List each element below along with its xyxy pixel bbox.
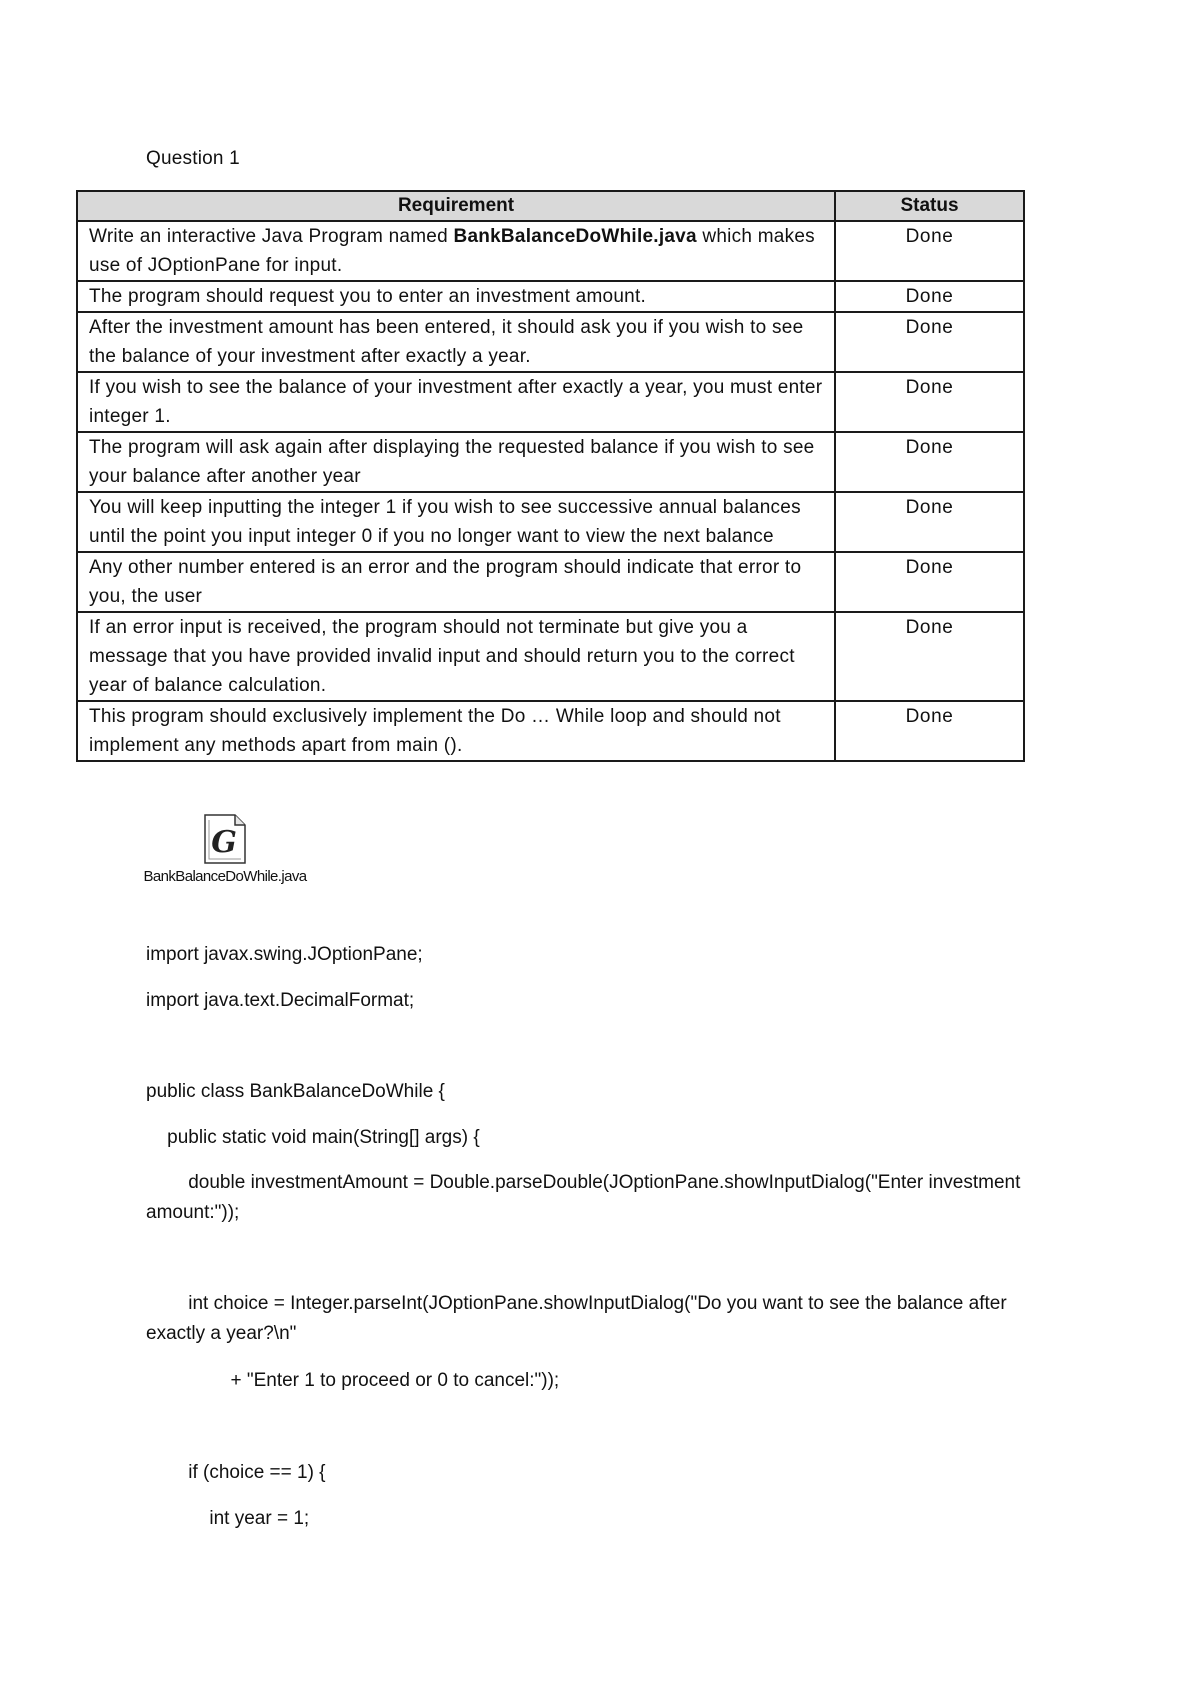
status-cell: Done [835, 701, 1024, 761]
status-cell: Done [835, 372, 1024, 432]
status-cell: Done [835, 492, 1024, 552]
java-file-attachment[interactable] [140, 814, 310, 887]
requirement-text: If an error input is received, the program should not terminate but give you a message that you have provided invalid input and should return you to the correct year of balance calculation. [89, 617, 795, 696]
requirement-text: You will keep inputting the integer 1 if you wish to see successive annual balances until the point you input integer 0 if you no longer want to view the next balance [89, 497, 801, 547]
requirement-header: Requirement [77, 191, 835, 221]
status-header: Status [835, 191, 1024, 221]
requirement-cell [77, 221, 835, 281]
requirement-cell [77, 281, 835, 312]
status-cell: Done [835, 612, 1024, 701]
table-row [77, 432, 1024, 492]
requirement-text: After the investment amount has been entered, it should ask you if you wish to see the balance of your investment after exactly a year. [89, 317, 804, 367]
requirement-text: The program will ask again after displaying the requested balance if you wish to see your balance after another year [89, 437, 815, 487]
table-row [77, 221, 1024, 281]
requirement-cell [77, 552, 835, 612]
requirement-cell [77, 701, 835, 761]
java-file-icon [203, 814, 247, 864]
requirement-cell [77, 432, 835, 492]
requirement-text: If you wish to see the balance of your investment after exactly a year, you must enter integer 1. [89, 377, 823, 427]
status-cell: Done [835, 312, 1024, 372]
requirement-cell [77, 312, 835, 372]
requirement-text: Any other number entered is an error and the program should indicate that error to you, the user [89, 557, 802, 607]
code-line: import java.text.DecimalFormat; [146, 990, 415, 1011]
status-cell: Done [835, 432, 1024, 492]
code-line: int year = 1; [146, 1508, 310, 1529]
status-cell: Done [835, 221, 1024, 281]
requirements-table [76, 190, 1025, 762]
code-line: int choice = Integer.parseInt(JOptionPane.showInputDialog("Do you want to see the balance after exactly a year?\n" [146, 1293, 1012, 1344]
code-line: public static void main(String[] args) { [146, 1127, 480, 1148]
requirements-table-body [77, 221, 1024, 761]
code-line: double investmentAmount = Double.parseDouble(JOptionPane.showInputDialog("Enter investment amount:")); [146, 1172, 1026, 1223]
table-row [77, 552, 1024, 612]
requirement-cell [77, 492, 835, 552]
status-cell: Done [835, 552, 1024, 612]
requirement-text: Write an interactive Java Program named [89, 226, 454, 247]
table-row [77, 312, 1024, 372]
table-row [77, 492, 1024, 552]
requirement-text: which makes use of JOptionPane for input. [89, 226, 815, 276]
status-cell: Done [835, 281, 1024, 312]
code-line: import javax.swing.JOptionPane; [146, 944, 423, 965]
requirement-text: The program should request you to enter an investment amount. [89, 286, 647, 307]
svg-text:G: G [211, 825, 237, 860]
requirement-text-bold: BankBalanceDoWhile.java [453, 226, 697, 247]
table-row [77, 701, 1024, 761]
code-line: + "Enter 1 to proceed or 0 to cancel:")); [146, 1370, 560, 1391]
table-row [77, 612, 1024, 701]
code-line: if (choice == 1) { [146, 1462, 326, 1483]
requirement-cell [77, 372, 835, 432]
requirement-text: This program should exclusively implement the Do … While loop and should not implement any methods apart from main (). [89, 706, 781, 756]
table-header-row [77, 191, 1024, 221]
requirement-cell [77, 612, 835, 701]
code-line: public class BankBalanceDoWhile { [146, 1081, 445, 1102]
table-row [77, 281, 1024, 312]
attachment-filename: BankBalanceDoWhile.java [143, 868, 307, 885]
question-label: Question 1 [146, 148, 240, 169]
table-row [77, 372, 1024, 432]
